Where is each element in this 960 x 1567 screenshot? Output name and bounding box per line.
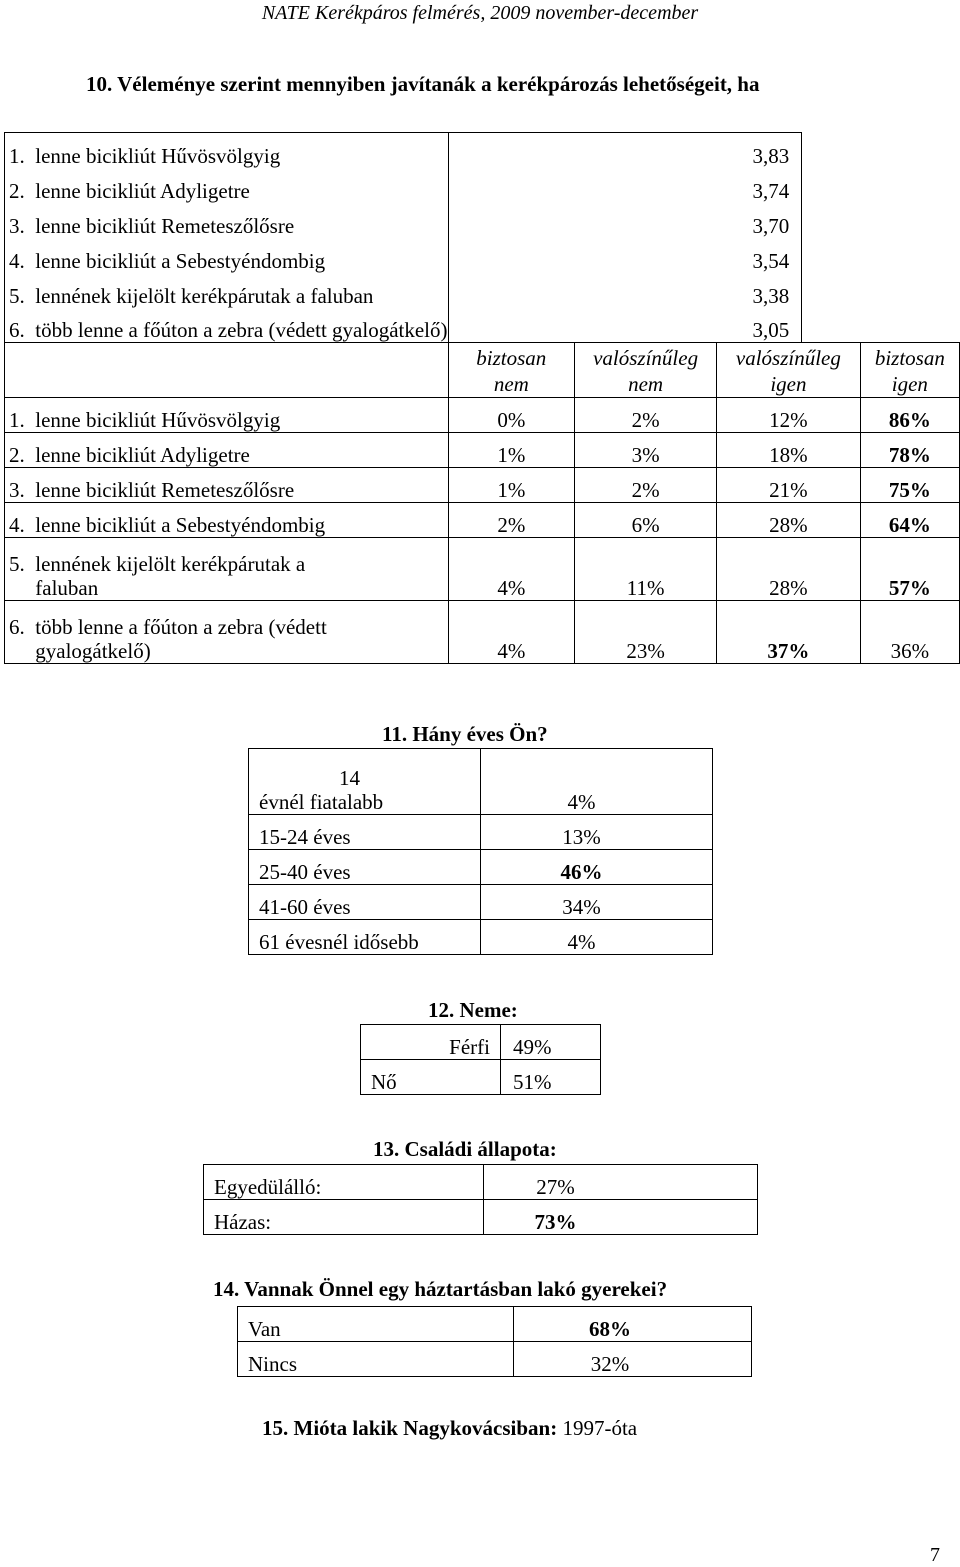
q10-dist-value: 0% [448, 398, 575, 433]
q10-dist-value: 1% [448, 468, 575, 503]
q10-dist-value: 11% [575, 538, 717, 601]
q11-row [249, 920, 713, 955]
q14-value: 32% [514, 1342, 752, 1377]
q10-dist-value: 2% [575, 468, 717, 503]
q15-title: 15. Mióta lakik Nagykovácsiban: [262, 1416, 558, 1440]
q10-mean-spacer [448, 273, 575, 308]
q10-dist-value: 37% [717, 601, 861, 664]
q10-mean-label: 2. lenne bicikliút Adyligetre [5, 168, 449, 203]
q10-dist-label: 4. lenne bicikliút a Sebestyéndombig [5, 503, 449, 538]
q10-dist-value: 86% [860, 398, 959, 433]
q10-mean-value: 3,54 [575, 238, 802, 273]
q10-dist-row [5, 433, 960, 468]
q10-title: 10. Véleménye szerint mennyiben javítanák a kerékpározás lehetőségeit, ha [86, 72, 760, 96]
q11-title: 11. Hány éves Ön? [382, 722, 548, 746]
q11-label: 14 évnél fiatalabb [249, 749, 481, 815]
page-number: 7 [930, 1544, 940, 1566]
q10-dist-value: 36% [860, 601, 959, 664]
q10-dist-value: 78% [860, 433, 959, 468]
q10-column-header: valószínűleg nem [575, 343, 717, 398]
q14-table [237, 1306, 752, 1377]
q10-mean-row [5, 203, 960, 238]
q10-dist-row [5, 468, 960, 503]
q11-value: 46% [481, 850, 713, 885]
q10-mean-label: 6. több lenne a főúton a zebra (védett gyalogátkelő) [5, 308, 449, 343]
q10-dist-label: 5. lennének kijelölt kerékpárutak a faluban [5, 538, 449, 601]
q11-value: 13% [481, 815, 713, 850]
q10-mean-value: 3,05 [575, 308, 802, 343]
q10-mean-row [5, 133, 960, 168]
q10-mean-value: 3,83 [575, 133, 802, 168]
q12-label: Nő [361, 1060, 501, 1095]
q11-value: 4% [481, 920, 713, 955]
q10-dist-value: 2% [575, 398, 717, 433]
q10-mean-spacer [448, 308, 575, 343]
q15-line [262, 1416, 637, 1441]
q11-row [249, 749, 713, 815]
q10-mean-label: 5. lennének kijelölt kerékpárutak a faluban [5, 273, 449, 308]
q10-mean-spacer [448, 203, 575, 238]
q13-label: Egyedülálló: [204, 1165, 484, 1200]
q14-title: 14. Vannak Önnel egy háztartásban lakó gyerekei? [213, 1277, 668, 1301]
q10-dist-value: 4% [448, 538, 575, 601]
q10-dist-label: 2. lenne bicikliút Adyligetre [5, 433, 449, 468]
q13-title: 13. Családi állapota: [373, 1137, 557, 1161]
q10-dist-value: 23% [575, 601, 717, 664]
q12-table [360, 1024, 601, 1095]
q10-column-header: valószínűleg igen [717, 343, 861, 398]
q10-dist-value: 4% [448, 601, 575, 664]
q10-dist-value: 12% [717, 398, 861, 433]
q11-label: 15-24 éves [249, 815, 481, 850]
q10-mean-value: 3,38 [575, 273, 802, 308]
q12-title: 12. Neme: [428, 998, 518, 1022]
q10-mean-spacer [448, 168, 575, 203]
q14-value: 68% [514, 1307, 752, 1342]
q10-column-header: biztosan igen [860, 343, 959, 398]
q11-value: 34% [481, 885, 713, 920]
q12-value: 49% [501, 1025, 601, 1060]
q10-dist-row [5, 538, 960, 601]
q11-table [248, 748, 713, 955]
q10-mean-label: 4. lenne bicikliút a Sebestyéndombig [5, 238, 449, 273]
q14-row [238, 1307, 752, 1342]
q10-mean-spacer [448, 238, 575, 273]
q10-table [4, 132, 960, 664]
q10-mean-value: 3,74 [575, 168, 802, 203]
q12-row [361, 1060, 601, 1095]
q12-row [361, 1025, 601, 1060]
q10-mean-label: 1. lenne bicikliút Hűvösvölgyig [5, 133, 449, 168]
q10-column-header: biztosan nem [448, 343, 575, 398]
q10-dist-value: 18% [717, 433, 861, 468]
q13-value: 27% [484, 1165, 758, 1200]
q10-mean-row [5, 168, 960, 203]
q10-dist-value: 64% [860, 503, 959, 538]
q10-dist-value: 28% [717, 503, 861, 538]
q10-mean-row [5, 238, 960, 273]
q10-dist-row [5, 503, 960, 538]
q13-row [204, 1200, 758, 1235]
q13-label: Házas: [204, 1200, 484, 1235]
q10-dist-value: 57% [860, 538, 959, 601]
q10-dist-row [5, 601, 960, 664]
running-header: NATE Kerékpáros felmérés, 2009 november-december [261, 2, 699, 24]
q10-mean-row [5, 273, 960, 308]
q11-label: 41-60 éves [249, 885, 481, 920]
q11-row [249, 850, 713, 885]
q10-dist-value: 1% [448, 433, 575, 468]
q10-mean-spacer [448, 133, 575, 168]
q10-dist-row [5, 398, 960, 433]
q10-mean-value: 3,70 [575, 203, 802, 238]
q12-label: Férfi [361, 1025, 501, 1060]
q10-dist-value: 6% [575, 503, 717, 538]
q14-label: Van [238, 1307, 514, 1342]
q11-value: 4% [481, 749, 713, 815]
q14-row [238, 1342, 752, 1377]
q10-dist-label: 6. több lenne a főúton a zebra (védett gyalogátkelő) [5, 601, 449, 664]
q13-table [203, 1164, 758, 1235]
q10-dist-header [5, 343, 960, 398]
q14-label: Nincs [238, 1342, 514, 1377]
q11-row [249, 885, 713, 920]
q10-dist-value: 75% [860, 468, 959, 503]
q10-mean-row [5, 308, 960, 343]
q13-value: 73% [484, 1200, 758, 1235]
q11-row [249, 815, 713, 850]
q13-row [204, 1165, 758, 1200]
q10-dist-value: 2% [448, 503, 575, 538]
q10-mean-label: 3. lenne bicikliút Remeteszőlősre [5, 203, 449, 238]
q10-dist-value: 3% [575, 433, 717, 468]
q11-label: 25-40 éves [249, 850, 481, 885]
q15-answer: 1997-óta [562, 1416, 638, 1440]
q11-label: 61 évesnél idősebb [249, 920, 481, 955]
q10-dist-value: 28% [717, 538, 861, 601]
q12-value: 51% [501, 1060, 601, 1095]
q10-dist-value: 21% [717, 468, 861, 503]
q10-dist-label: 1. lenne bicikliút Hűvösvölgyig [5, 398, 449, 433]
q10-dist-label: 3. lenne bicikliút Remeteszőlősre [5, 468, 449, 503]
